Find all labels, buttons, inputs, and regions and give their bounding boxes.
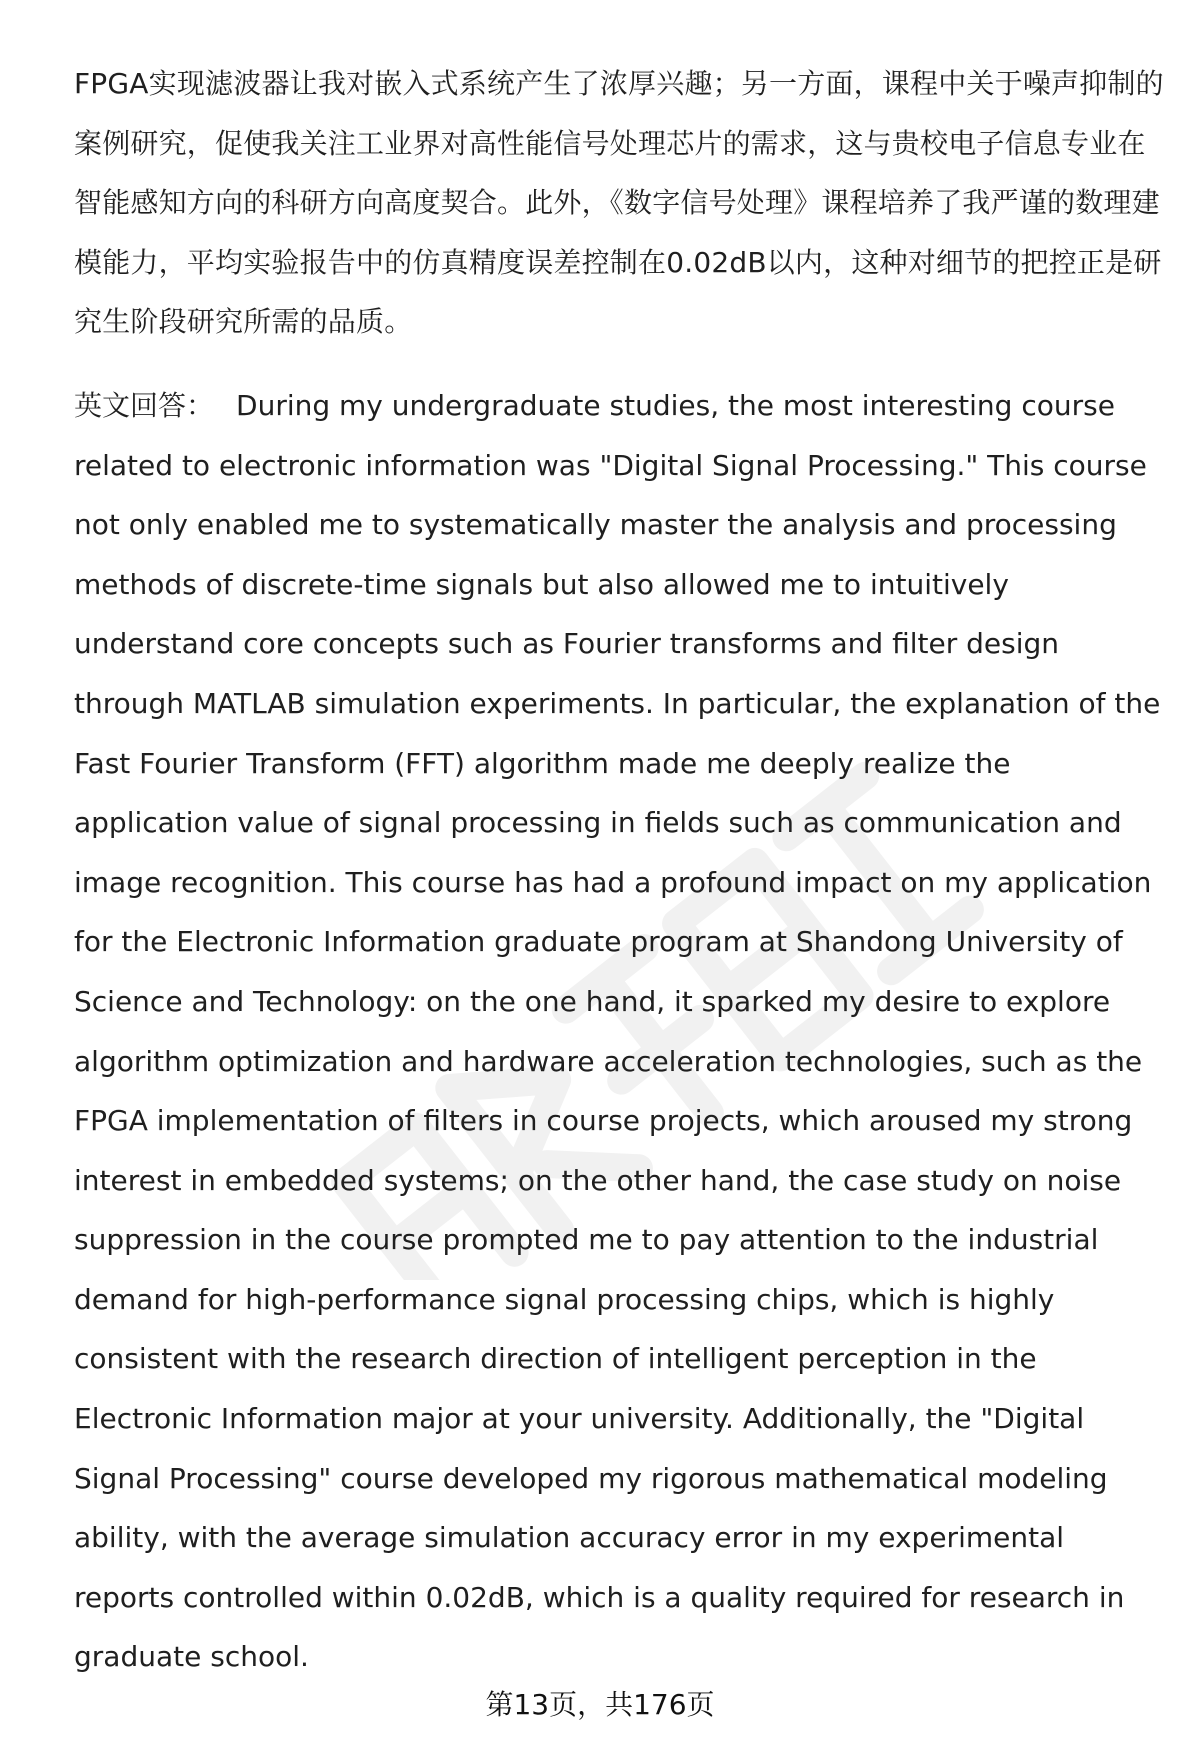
english-answer-paragraph (74, 376, 1164, 1687)
answer-label: 英文回答： (74, 388, 215, 422)
chinese-paragraph: FPGA实现滤波器让我对嵌入式系统产生了浓厚兴趣；另一方面，课程中关于噪声抑制的案例研究，促使我关注工业界对高性能信号处理芯片的需求，这与贵校电子信息专业在智能感知方向的科研方向高度契合。此外，《数字信号处理》课程培养了我严谨的数理建模能力，平均实验报告中的仿真精度误差控制在0.02dB以内，这种对细节的把控正是研究生阶段研究所需的品质。 (74, 67, 1164, 339)
body-content (74, 54, 1164, 1687)
english-answer-text: During my undergraduate studies, the most interesting course related to electronic information was "Digital Signal Processing." This course not only enabled me to systematically master the analysis and processing methods of discrete-time signals but also allowed me to intuitively understand core concepts such as Fourier transforms and filter design through MATLAB simulation experiments. In particular, the explanation of the Fast Fourier Transform (FFT) algorithm made me deeply realize the application value of signal processing in fields such as communication and image recognition. This course has had a profound impact on my application for the Electronic Information graduate program at Shandong University of Science and Technology: on the one hand, it sparked my desire to explore algorithm optimization and hardware acceleration technologies, such as the FPGA implementation of filters in course projects, which aroused my strong interest in embedded systems; on the other hand, the case study on noise suppression in the course prompted me to pay attention to the industrial demand for high-performance signal processing chips, which is highly consistent with the research direction of intelligent perception in the Electronic Information major at your university. Additionally, the "Digital Signal Processing" course developed my rigorous mathematical modeling ability, with the average simulation accuracy error in my experimental reports controlled within 0.02dB, which is a quality required for research in graduate school. (74, 388, 1161, 1674)
page-number-footer: 第13页，共176页 (485, 1688, 715, 1721)
